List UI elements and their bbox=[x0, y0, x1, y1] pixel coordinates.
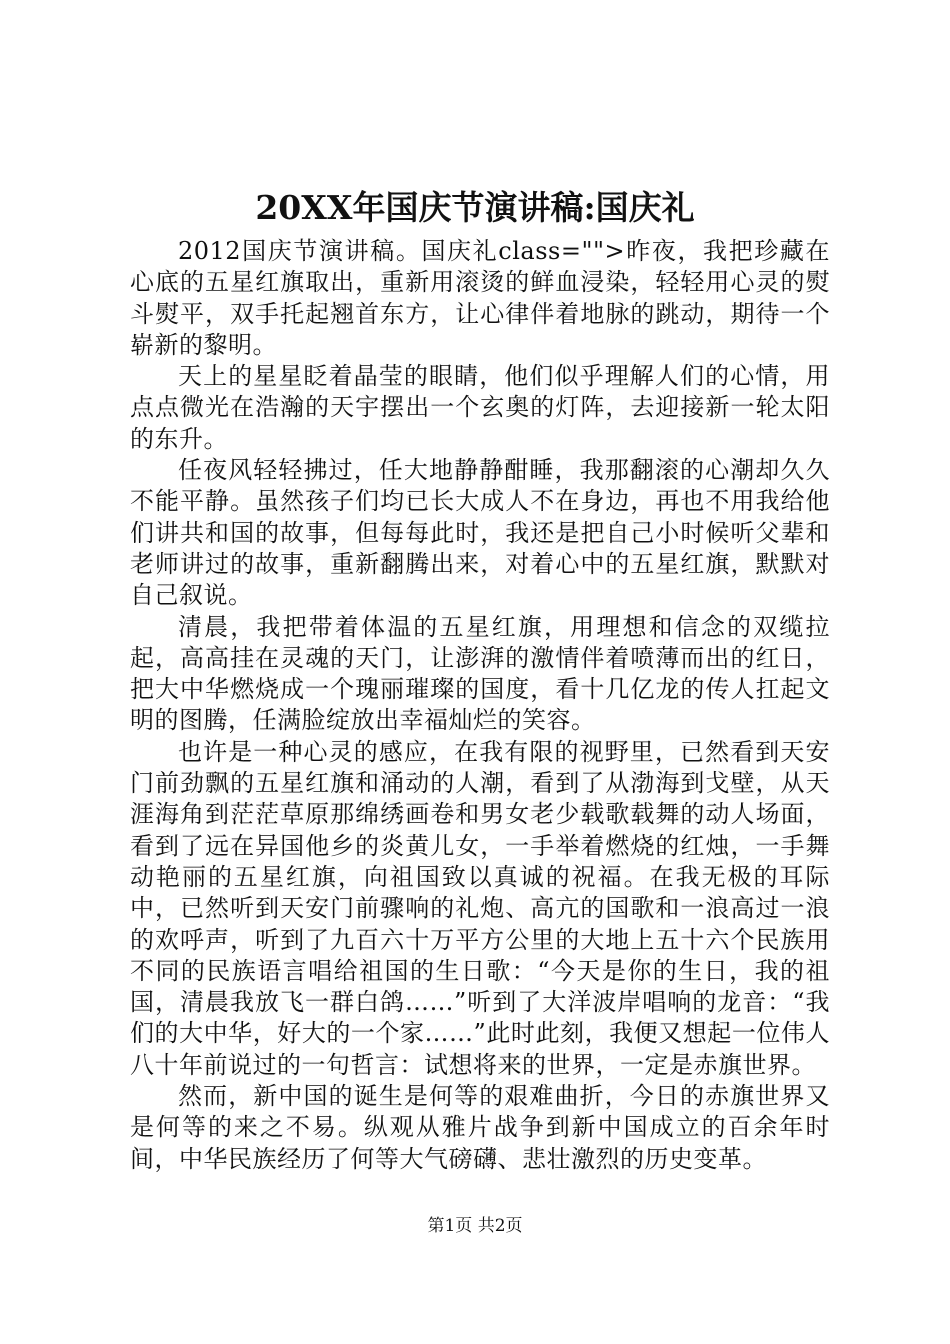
paragraph-6: 然而，新中国的诞生是何等的艰难曲折，今日的赤旗世界又是何等的来之不易。纵观从雅片战争到新中国成立的百余年时间，中华民族经历了何等大气磅礴、悲壮激烈的历史变革。 bbox=[130, 1082, 830, 1173]
paragraph-4: 清晨，我把带着体温的五星红旗，用理想和信念的双缆拉起，高高挂在灵魂的天门，让澎湃的激情伴着喷薄而出的红日，把大中华燃烧成一个瑰丽璀璨的国度，看十几亿龙的传人扛起文明的图腾，任满脸绽放出幸福灿烂的笑容。 bbox=[130, 612, 830, 735]
page-title: 20XX年国庆节演讲稿:国庆礼 bbox=[255, 188, 695, 227]
paragraph-1: 2012国庆节演讲稿。国庆礼class="">昨夜，我把珍藏在心底的五星红旗取出，重新用滚烫的鲜血浸染，轻轻用心灵的熨斗熨平，双手托起翘首东方，让心律伴着地脉的跳动，期待一个崭新的黎明。 bbox=[130, 237, 830, 359]
document-body bbox=[130, 236, 830, 1175]
paragraph-3: 任夜风轻轻拂过，任大地静静酣睡，我那翻滚的心潮却久久不能平静。虽然孩子们均已长大成人不在身边，再也不用我给他们讲共和国的故事，但每每此时，我还是把自己小时候听父辈和老师讲过的故事，重新翻腾出来，对着心中的五星红旗，默默对自己叙说。 bbox=[130, 456, 830, 610]
paragraph-5: 也许是一种心灵的感应，在我有限的视野里，已然看到天安门前劲飘的五星红旗和涌动的人潮，看到了从渤海到戈壁，从天涯海角到茫茫草原那绵绣画卷和男女老少载歌载舞的动人场面，看到了远在异国他乡的炎黄儿女，一手举着燃烧的红烛，一手舞动艳丽的五星红旗，向祖国致以真诚的祝福。在我无极的耳际中，已然听到天安门前骤响的礼炮、高亢的国歌和一浪高过一浪的欢呼声，听到了九百六十万平方公里的大地上五十六个民族用不同的民族语言唱给祖国的生日歌：“今天是你的生日，我的祖国，清晨我放飞一群白鸽……”听到了大洋波岸唱响的龙音：“我们的大中华，好大的一个家……”此时此刻，我便又想起一位伟人八十年前说过的一句哲言：试想将来的世界，一定是赤旗世界。 bbox=[130, 737, 830, 1079]
page-footer: 第1页 共2页 bbox=[427, 1216, 523, 1236]
paragraph-2: 天上的星星眨着晶莹的眼睛，他们似乎理解人们的心情，用点点微光在浩瀚的天宇摆出一个玄奥的灯阵，去迎接新一轮太阳的东升。 bbox=[130, 362, 830, 453]
